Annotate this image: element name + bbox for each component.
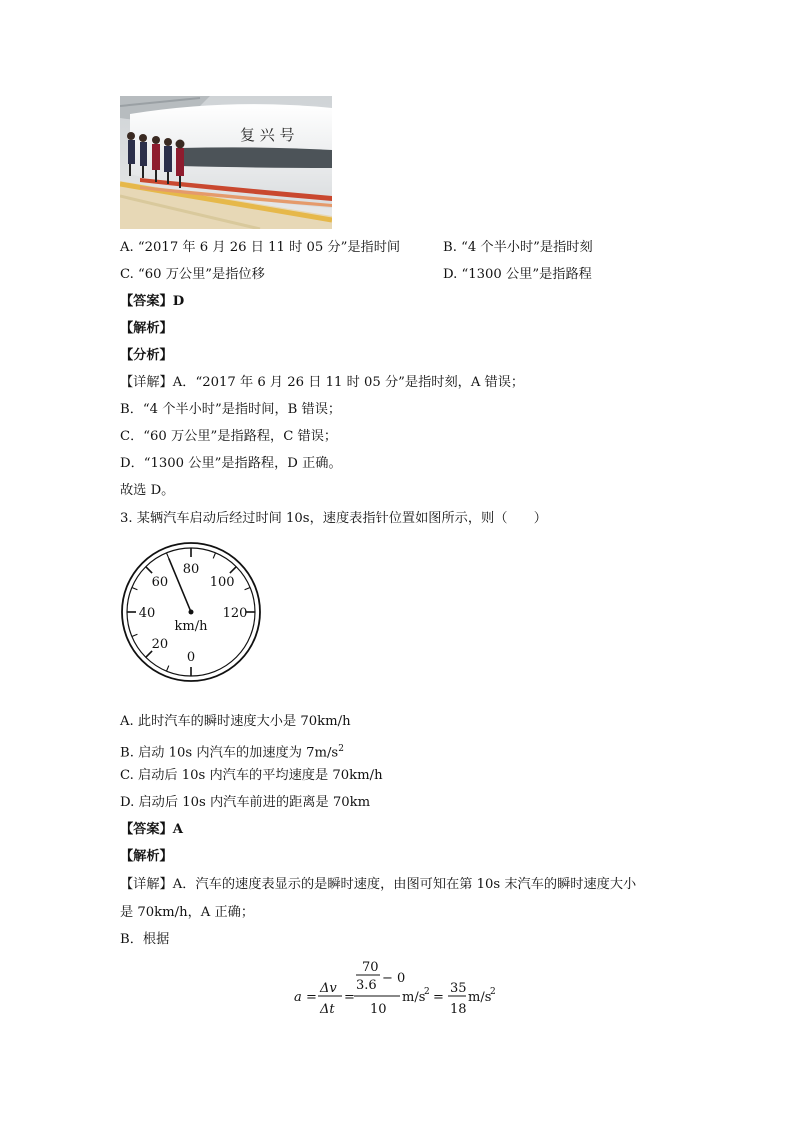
q3-option-b-text: B. 启动 10s 内汽车的加速度为 7m/s — [120, 745, 339, 761]
speedometer-tick-label: 0 — [186, 650, 196, 665]
q3-option-b-superscript: 2 — [338, 744, 344, 754]
speedometer-tick — [167, 666, 169, 672]
speedometer-tick — [132, 588, 138, 590]
q3-option-b — [120, 740, 344, 762]
speedometer-tick — [146, 567, 152, 573]
speedometer-tick — [213, 553, 215, 559]
speedometer-tick-label: 60 — [151, 574, 169, 590]
q3-analysis-heading: 【解析】 — [120, 849, 173, 864]
formula-equals: = — [344, 990, 355, 1005]
q2-detail-line: C．“60 万公里”是指路程，C 错误； — [120, 429, 338, 444]
speedometer-tick-label: 20 — [151, 637, 169, 653]
speedometer-hub — [189, 610, 194, 615]
formula-minus-zero: − 0 — [382, 971, 406, 986]
speedometer-tick-label: 120 — [222, 606, 248, 621]
formula-unit: m/s — [402, 990, 426, 1005]
q2-option-c: C. “60 万公里”是指位移 — [120, 267, 265, 282]
formula-numerator-70: 70 — [362, 960, 379, 975]
q3-answer: 【答案】A — [120, 822, 183, 837]
q3-stem: 3. 某辆汽车启动后经过时间 10s，速度表指针位置如图所示，则（ ） — [120, 511, 547, 526]
q2-option-a: A. “2017 年 6 月 26 日 11 时 05 分”是指时间 — [120, 240, 401, 255]
q2-detail-line: D．“1300 公里”是指路程，D 正确。 — [120, 456, 342, 471]
formula-unit: m/s — [468, 990, 492, 1005]
q2-detail-line: B．“4 个半小时”是指时间，B 错误； — [120, 402, 342, 417]
formula-square: 2 — [490, 987, 496, 997]
acceleration-formula — [292, 956, 512, 1020]
formula-denominator-3-6: 3.6 — [356, 978, 377, 993]
speedometer-tick-label: 100 — [209, 574, 235, 590]
q2-detail-line: 【详解】A．“2017 年 6 月 26 日 11 时 05 分”是指时刻，A 错误； — [120, 375, 525, 390]
q3-detail-line: 是 70km/h，A 正确； — [120, 905, 255, 920]
speedometer-tick-label: 80 — [182, 562, 200, 577]
formula-denominator-18: 18 — [450, 1002, 467, 1017]
q2-fenxi-heading: 【分析】 — [120, 348, 173, 363]
speedometer — [118, 538, 266, 688]
formula-equals: = — [306, 990, 317, 1005]
q2-detail-line: 故选 D。 — [120, 483, 175, 498]
q3-option-c: C. 启动后 10s 内汽车的平均速度是 70km/h — [120, 768, 383, 783]
train-illustration — [120, 96, 332, 229]
q3-option-d: D. 启动后 10s 内汽车前进的距离是 70km — [120, 795, 371, 810]
speedometer-dial — [118, 538, 266, 688]
speedometer-tick — [132, 634, 138, 636]
speedometer-tick — [167, 553, 169, 559]
train-photo — [120, 96, 332, 229]
q2-option-b: B. “4 个半小时”是指时刻 — [443, 240, 593, 255]
formula-square: 2 — [424, 987, 430, 997]
q2-answer: 【答案】D — [120, 294, 185, 309]
q3-option-a: A. 此时汽车的瞬时速度大小是 70km/h — [120, 714, 351, 729]
formula-ten: 10 — [370, 1002, 387, 1017]
formula-delta-v: Δv — [320, 981, 337, 996]
formula-equals: = — [433, 990, 444, 1005]
formula-a: a — [294, 990, 302, 1005]
q3-detail-line: B．根据 — [120, 932, 170, 947]
formula-delta-t: Δt — [320, 1002, 335, 1017]
speedometer-tick — [245, 588, 251, 590]
speedometer-unit: km/h — [174, 619, 208, 634]
q2-analysis-heading: 【解析】 — [120, 321, 173, 336]
speedometer-tick — [230, 567, 236, 573]
train-name-label: 复 兴 号 — [240, 126, 295, 144]
q3-detail-line: 【详解】A．汽车的速度表显示的是瞬时速度，由图可知在第 10s 末汽车的瞬时速度大小 — [120, 877, 637, 892]
speedometer-tick-label: 40 — [138, 606, 156, 621]
q2-option-d: D. “1300 公里”是指路程 — [443, 267, 592, 282]
formula-numerator-35: 35 — [450, 981, 467, 996]
